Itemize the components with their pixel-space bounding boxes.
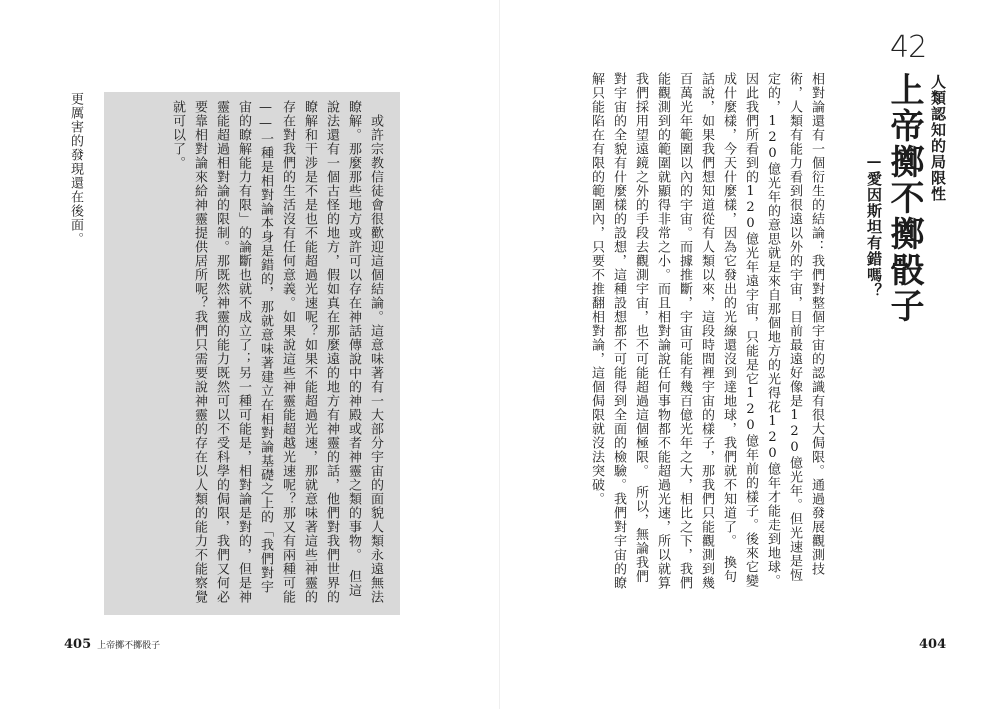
sidebar-box (104, 92, 400, 615)
chapter-subtitle: 人類認知的局限性 (929, 74, 947, 202)
right-page-folio (919, 637, 946, 652)
chapter-number: 42 (890, 30, 927, 65)
page-number-right: 404 (919, 637, 947, 652)
page-number-left: 405 (64, 637, 92, 652)
chapter-tagline: —愛因斯坦有錯嗎？ (865, 152, 883, 299)
right-page-body: 相對論還有一個衍生的結論：我們對整個宇宙的認識有很大侷限。通過發展觀測技術，人類有能力看到很遠以外的宇宙，目前最遠好像是120億光年。但光速是恆定的，120億光年的意思就是來自那個地方的光得花120億年才能走到地球。因此我們所看到的120億光年遠宇宙，只能是它120億年前的樣子。後來它變成什麼樣，今天什麼樣，因為它發出的光線還沒到達地球，我們就不知道了。 換句話說，如果我們想知道從有人類以來，這段時間裡宇宙的樣子，那我們只能觀測到幾百萬光年範圍以內的宇宙。而據推斷，宇宙可能有幾百億光年之大，相比之下，我們能觀測到的範圍就顯得非常之小。而且相對論說任何事物都不能超過光速，所以就算我們採用望遠鏡之外的手段去觀測宇宙，也不可能超過這個極限。 所以，無論我們對宇宙的全貌有什麼樣的設想，這種設想都不可能得到全面的檢驗。我們對宇宙的瞭解只能陷在有限的範圍內，只要不推翻相對論，這個侷限就沒法突破。 (589, 72, 824, 590)
sidebar-box-text: 或許宗教信徒會很歡迎這個結論。這意味著有一大部分宇宙的面貌人類永遠無法瞭解。那麼那些地方或許可以存在神話傳說中的神殿或者神靈之類的事物。 但這說法還有一個古怪的地方，假如真在那麼遠的地方有神靈的話，他們對我們世界的瞭解和干涉是不是也不能超過光速呢？如果不能超過光速，那就意味著這些神靈的存在對我們的生活沒有任何意義。如果說這些神靈能超越光速呢？那又有兩種可能——一種是相對論本身是錯的，那就意味著建立在相對論基礎之上的「我們對宇宙的瞭解能力有限」的論斷也就不成立了；另一種可能是，相對論是對的，但是神靈能超過相對論的限制。那既然神靈的能力既然可以不受科學的侷限，我們又何必要靠相對論來給神靈提供居所呢？我們只需要說神靈的存在以人類的能力不能察覺就可以了。 (170, 100, 383, 604)
closing-line: 更厲害的發現還在後面。 (68, 92, 83, 246)
chapter-title: 上帝擲不擲骰子 (884, 72, 924, 324)
gutter (499, 0, 500, 709)
left-page-folio (64, 637, 160, 652)
running-head: 上帝擲不擲骰子 (97, 641, 161, 651)
